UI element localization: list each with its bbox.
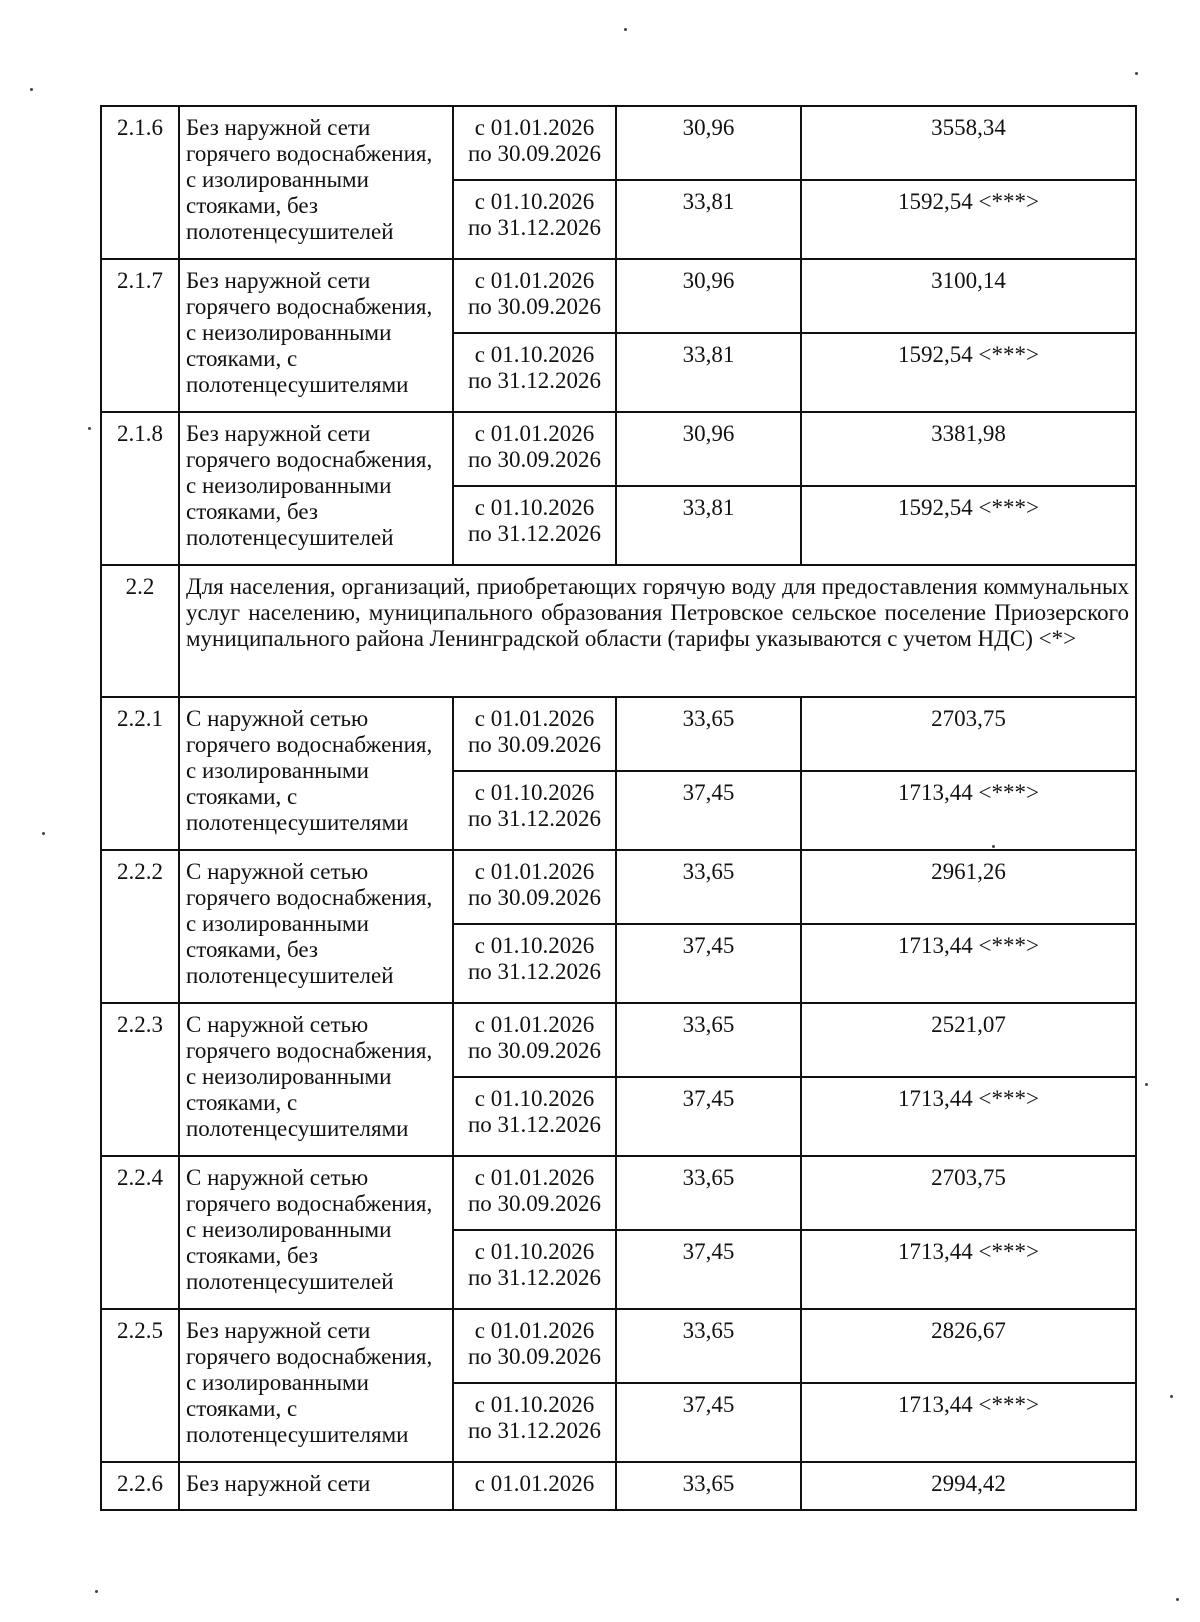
price-cell: 1713,44 <***> (801, 1077, 1136, 1156)
period-cell: с 01.10.2026 по 31.12.2026 (453, 180, 616, 259)
row-number: 2.2.3 (101, 1003, 179, 1156)
scan-speck (42, 832, 45, 835)
price-cell: 2994,42 (801, 1462, 1136, 1510)
table-row (101, 850, 1136, 924)
scan-speck (1135, 72, 1138, 75)
price-cell: 2703,75 (801, 697, 1136, 771)
norm-cell: 30,96 (616, 412, 801, 486)
tariff-table (100, 105, 1137, 1511)
norm-cell: 33,81 (616, 180, 801, 259)
price-cell: 1713,44 <***> (801, 1230, 1136, 1309)
norm-cell: 37,45 (616, 1230, 801, 1309)
norm-cell: 33,81 (616, 486, 801, 565)
period-cell: с 01.01.2026 по 30.09.2026 (453, 1309, 616, 1383)
table-row (101, 1309, 1136, 1383)
price-cell: 3381,98 (801, 412, 1136, 486)
norm-cell: 37,45 (616, 771, 801, 850)
period-cell: с 01.01.2026 по 30.09.2026 (453, 106, 616, 180)
price-cell: 2826,67 (801, 1309, 1136, 1383)
norm-cell: 30,96 (616, 259, 801, 333)
norm-cell: 33,65 (616, 697, 801, 771)
row-description: С наружной сетью горячего водоснабжения, с неизолированными стояками, без полотенцесушителей (179, 1156, 453, 1309)
norm-cell: 33,65 (616, 1156, 801, 1230)
price-cell: 1592,54 <***> (801, 333, 1136, 412)
period-cell: с 01.10.2026 по 31.12.2026 (453, 1077, 616, 1156)
row-number: 2.1.7 (101, 259, 179, 412)
scan-speck (30, 88, 33, 91)
scan-speck (88, 427, 91, 430)
period-cell: с 01.01.2026 (453, 1462, 616, 1510)
price-cell: 1713,44 <***> (801, 771, 1136, 850)
row-description: С наружной сетью горячего водоснабжения, с изолированными стояками, с полотенцесушителями (179, 697, 453, 850)
norm-cell: 37,45 (616, 1383, 801, 1462)
scan-speck (992, 845, 995, 848)
row-description: Без наружной сети горячего водоснабжения, с изолированными стояками, с полотенцесушителями (179, 1309, 453, 1462)
period-cell: с 01.01.2026 по 30.09.2026 (453, 1156, 616, 1230)
table-row (101, 697, 1136, 771)
scan-speck (95, 1590, 98, 1593)
norm-cell: 30,96 (616, 106, 801, 180)
period-cell: с 01.01.2026 по 30.09.2026 (453, 1003, 616, 1077)
row-description: Без наружной сети (179, 1462, 453, 1510)
table-row (101, 412, 1136, 486)
period-cell: с 01.10.2026 по 31.12.2026 (453, 1383, 616, 1462)
row-description: С наружной сетью горячего водоснабжения, с изолированными стояками, без полотенцесушителей (179, 850, 453, 1003)
period-cell: с 01.10.2026 по 31.12.2026 (453, 333, 616, 412)
norm-cell: 33,65 (616, 1003, 801, 1077)
row-description: Без наружной сети горячего водоснабжения, с неизолированными стояками, с полотенцесушителями (179, 259, 453, 412)
scan-speck (624, 28, 627, 31)
scan-speck (1170, 1395, 1173, 1398)
row-number: 2.2.6 (101, 1462, 179, 1510)
row-description: Без наружной сети горячего водоснабжения, с изолированными стояками, без полотенцесушителей (179, 106, 453, 259)
section-row (101, 565, 1136, 697)
price-cell: 3558,34 (801, 106, 1136, 180)
row-description: Без наружной сети горячего водоснабжения, с неизолированными стояками, без полотенцесушителей (179, 412, 453, 565)
price-cell: 2961,26 (801, 850, 1136, 924)
norm-cell: 33,65 (616, 850, 801, 924)
period-cell: с 01.10.2026 по 31.12.2026 (453, 771, 616, 850)
row-number: 2.2.5 (101, 1309, 179, 1462)
norm-cell: 33,81 (616, 333, 801, 412)
period-cell: с 01.01.2026 по 30.09.2026 (453, 259, 616, 333)
section-number: 2.2 (101, 565, 179, 697)
period-cell: с 01.01.2026 по 30.09.2026 (453, 697, 616, 771)
norm-cell: 37,45 (616, 1077, 801, 1156)
table-row (101, 259, 1136, 333)
period-cell: с 01.01.2026 по 30.09.2026 (453, 850, 616, 924)
table-row (101, 1462, 1136, 1510)
norm-cell: 33,65 (616, 1462, 801, 1510)
section-description: Для населения, организаций, приобретающих горячую воду для предоставления коммунальных услуг населению, муниципального образования Петровское сельское поселение Приозерского муниципального района Ленинградской области (тарифы указываются с учетом НДС) <*> (179, 565, 1136, 697)
price-cell: 2703,75 (801, 1156, 1136, 1230)
row-description: С наружной сетью горячего водоснабжения, с неизолированными стояками, с полотенцесушителями (179, 1003, 453, 1156)
norm-cell: 33,65 (616, 1309, 801, 1383)
price-cell: 3100,14 (801, 259, 1136, 333)
price-cell: 1713,44 <***> (801, 1383, 1136, 1462)
row-number: 2.2.1 (101, 697, 179, 850)
row-number: 2.2.4 (101, 1156, 179, 1309)
norm-cell: 37,45 (616, 924, 801, 1003)
table-row (101, 1003, 1136, 1077)
table-row (101, 106, 1136, 180)
table-row (101, 1156, 1136, 1230)
period-cell: с 01.10.2026 по 31.12.2026 (453, 924, 616, 1003)
price-cell: 1713,44 <***> (801, 924, 1136, 1003)
period-cell: с 01.10.2026 по 31.12.2026 (453, 1230, 616, 1309)
row-number: 2.1.6 (101, 106, 179, 259)
row-number: 2.1.8 (101, 412, 179, 565)
period-cell: с 01.10.2026 по 31.12.2026 (453, 486, 616, 565)
scan-speck (1145, 1083, 1148, 1086)
price-cell: 1592,54 <***> (801, 180, 1136, 259)
row-number: 2.2.2 (101, 850, 179, 1003)
price-cell: 1592,54 <***> (801, 486, 1136, 565)
scan-speck (1176, 1598, 1179, 1601)
price-cell: 2521,07 (801, 1003, 1136, 1077)
period-cell: с 01.01.2026 по 30.09.2026 (453, 412, 616, 486)
